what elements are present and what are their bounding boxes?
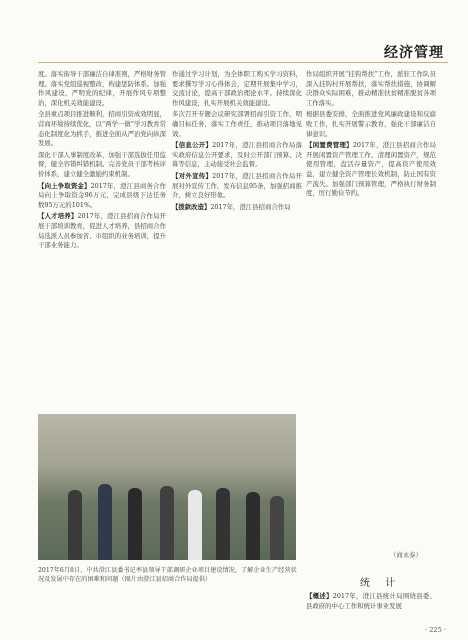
person-figure bbox=[160, 486, 174, 560]
news-photo bbox=[38, 414, 296, 560]
paragraph-text: 2017年，澄江县招商合作局开展闲置资产管理工作，清理闲置资产，规范使用管理，盘活存量资产，提高资产使用效益，建立健全资产管理长效机制，防止国有资产流失。加强部门预算管理，严格执行财务制度，厉行勤俭节约。 bbox=[306, 141, 437, 198]
subsection-paragraph bbox=[306, 592, 436, 611]
paragraph-text: 2017年，澄江县统计局围绕县委、县政府的中心工作和统计事业发展 bbox=[306, 592, 437, 610]
page-number: · 225 · bbox=[425, 626, 446, 634]
paragraph-text: 2017年，澄江县招商合作局开展干部培训教育，促进人才培养，县招商合作局选派人员参加省、市组织的业务培训，提升干部业务能力。 bbox=[38, 212, 166, 250]
column-3 bbox=[306, 70, 436, 201]
paragraph-text: 作局组织开展“挂钩帮扶”工作，派驻工作队员深入挂钩村开展帮扶，落实帮扶措施，协调解决群众实际困难，推动精准扶贫精准脱贫各项工作落实。 bbox=[306, 70, 436, 107]
paragraph-text: 2017年，澄江县招商合作局 bbox=[210, 202, 291, 211]
paragraph-text: 作通过学习计划，为全体职工购买学习资料，要求撰写学习心得体会，定期开展集中学习，交流讨论，提高干部政治理论水平。持续深化作风建设，扎实开展机关效能建设。 bbox=[172, 70, 302, 107]
paragraph-keyword: 【人才培养】 bbox=[38, 212, 78, 221]
paragraph bbox=[306, 70, 436, 108]
paragraph-keyword: 【对外宣传】 bbox=[172, 171, 213, 180]
paragraph-text: 全县重点项目推进顺利，招商引资成效明显，营商环境持续优化，以“两学一做”学习教育常态化制度化为抓手，推进全面从严治党向纵深发展。 bbox=[38, 110, 166, 148]
paragraph-text: 深化干部人事制度改革，加强干部选拔任用监督，健全容错纠错机制。完善党员干部考核评价体系，建立健全激励约束机制。 bbox=[38, 150, 166, 178]
photo-caption: 2017年6月8日，中共澄江县委书记率县领导干部调研企业项目建设情况，了解企业生产经营状况及发展中存在的困难和问题（图片由澄江县招商合作局提供） bbox=[38, 567, 297, 584]
paragraph bbox=[38, 182, 166, 211]
paragraph-text: 2017年，澄江县招商合作局落实政府信息公开要求，及时公开部门预算、决算等信息，主动接受社会监督。 bbox=[172, 141, 303, 169]
paragraph bbox=[38, 212, 166, 250]
person-figure bbox=[188, 490, 202, 560]
paragraph-keyword: 【拨款改造】 bbox=[172, 202, 211, 211]
person-figure bbox=[216, 488, 230, 560]
paragraph-keyword: 【概述】 bbox=[306, 592, 333, 600]
paragraph bbox=[172, 110, 302, 139]
section-title: 经济管理 bbox=[384, 45, 444, 61]
paragraph bbox=[172, 141, 302, 170]
paragraph-text: 度。落实街导干部廉洁自律准则，严格财务管理。落实党组巡视整改，构建惩防体系。加强作风建设，严明党的纪律，开展作风专项整治，深化机关效能建设。 bbox=[38, 70, 166, 107]
paragraph bbox=[38, 110, 166, 148]
paragraph bbox=[172, 203, 302, 213]
paragraph-text: 根据县委安排，全面推进党风廉政建设和反腐败工作，扎实开展警示教育，强化干部廉洁自律意识。 bbox=[306, 110, 436, 138]
paragraph-text: 多次召开专题会议研究部署招商引资工作，明确目标任务，落实工作责任，推动项目落地见效。 bbox=[172, 110, 302, 138]
paragraph bbox=[306, 141, 436, 199]
paragraph-keyword: 【向上争取资金】 bbox=[38, 181, 91, 190]
paragraph-keyword: 【闲置费管理】 bbox=[306, 141, 353, 150]
subsection-heading: 统 计 bbox=[360, 578, 402, 589]
column-1 bbox=[38, 70, 166, 253]
paragraph bbox=[172, 70, 302, 108]
person-figure bbox=[246, 492, 260, 560]
person-figure bbox=[128, 488, 142, 560]
person-figure bbox=[98, 484, 112, 560]
paragraph bbox=[38, 70, 166, 108]
paragraph bbox=[38, 151, 166, 180]
paragraph-text: 2017年，澄江县商务合作局向上争取资金96万元，完成县级下达任务数95万元的101%。 bbox=[38, 181, 167, 209]
column-2 bbox=[172, 70, 302, 214]
person-figure bbox=[68, 490, 82, 560]
paragraph bbox=[172, 172, 302, 201]
section-rule bbox=[38, 62, 448, 63]
paragraph-keyword: 【信息公开】 bbox=[172, 141, 213, 150]
paragraph-text: 2017年，澄江县招商合作局开展对外宣传工作，发布信息95条，加强招商推介，树立良好形象。 bbox=[172, 171, 303, 200]
person-figure bbox=[270, 496, 284, 560]
paragraph bbox=[306, 110, 436, 139]
author-credit: （商永泰） bbox=[390, 551, 422, 559]
